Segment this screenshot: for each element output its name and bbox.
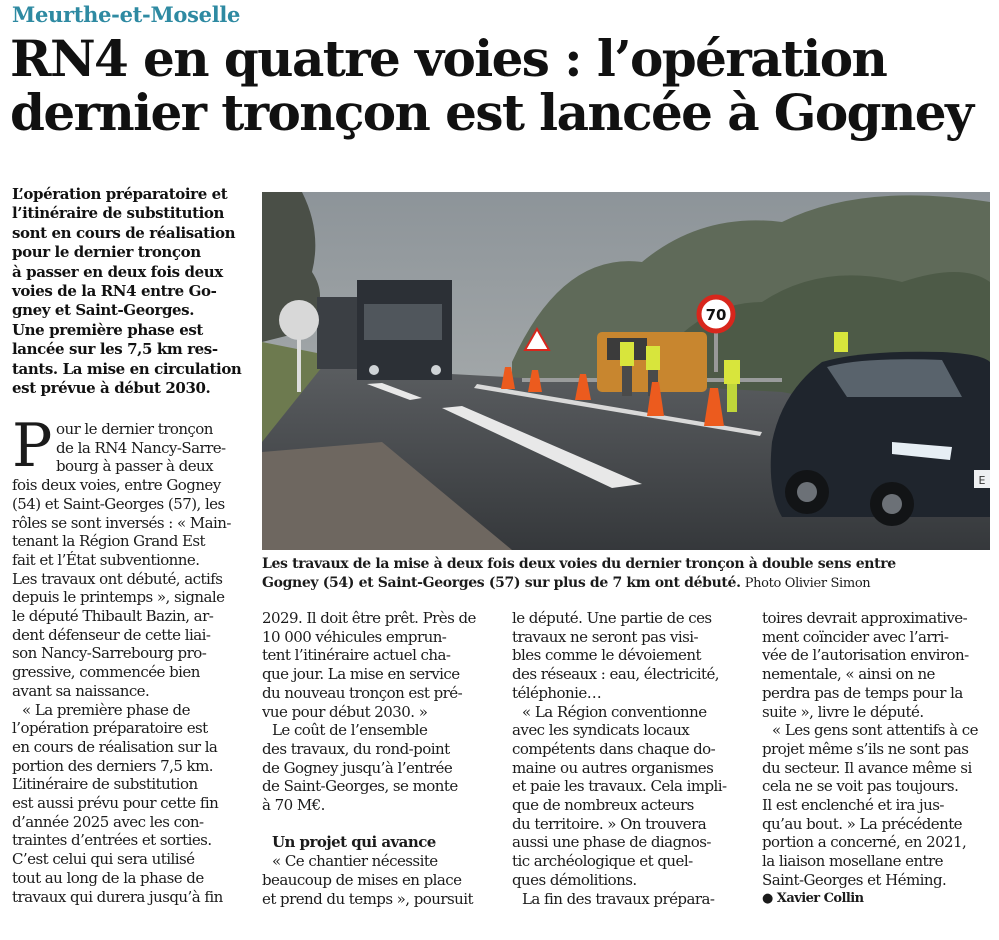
body-line: « La Région conventionne [522, 702, 707, 721]
article-column-4 [762, 609, 990, 908]
lead-line: lancée sur les 7,5 km res- [12, 340, 218, 359]
body-line: en cours de réalisation sur la [12, 737, 218, 756]
roadworks-photo-illustration [262, 192, 990, 550]
body-line: tout au long de la phase de [12, 868, 204, 887]
article-photo [262, 192, 990, 550]
body-line: C’est celui qui sera utilisé [12, 850, 195, 869]
body-line: est aussi prévu pour cette fin [12, 794, 219, 813]
body-line: rôles se sont inversés : « Main- [12, 513, 231, 532]
body-line: suite », livre le député. [762, 702, 924, 721]
body-line: ment coïncider avec l’arri- [762, 627, 949, 646]
section-rubric: Meurthe-et-Moselle [12, 2, 241, 27]
body-line: téléphonie… [512, 683, 602, 702]
body-line: depuis le printemps », signale [12, 588, 225, 607]
body-line: La fin des travaux prépara- [522, 889, 715, 908]
body-line: de Saint-Georges, se monte [262, 777, 458, 796]
headline-line-2: dernier tronçon est lancée à Gogney [10, 83, 973, 142]
body-line: du secteur. Il avance même si [762, 758, 972, 777]
lead-line: à passer en deux fois deux [12, 262, 223, 281]
lead-line: l’itinéraire de substitution [12, 204, 225, 223]
headline-line-1: RN4 en quatre voies : l’opération [10, 29, 887, 88]
lead-line: Une première phase est [12, 320, 203, 339]
body-line: portion a concerné, en 2021, [762, 833, 967, 852]
body-line: 2029. Il doit être prêt. Près de [262, 609, 476, 627]
body-line: avant sa naissance. [12, 681, 150, 700]
body-line: qu’au bout. » La précédente [762, 814, 962, 833]
body-line: 10 000 véhicules emprun- [262, 627, 447, 646]
license-plate-text: E [978, 474, 986, 487]
body-line: de Gogney jusqu’à l’entrée [262, 758, 453, 777]
lead-line: sont en cours de réalisation [12, 223, 236, 242]
drop-cap: P [12, 411, 53, 481]
body-line: Saint-Georges et Héming. [762, 870, 947, 889]
body-line: à 70 M€. [262, 796, 325, 815]
body-line: des travaux, du rond-point [262, 739, 450, 758]
body-line: perdra pas de temps pour la [762, 683, 963, 702]
body-line: Le coût de l’ensemble [272, 721, 428, 740]
body-line: bourg à passer à deux [56, 457, 214, 476]
body-line: travaux qui durera jusqu’à fin [12, 887, 223, 906]
body-line: le député. Une partie de ces [512, 609, 712, 627]
author-signature: ● Xavier Collin [762, 890, 864, 906]
article-column-1 [12, 411, 252, 906]
caption-line-2: Gogney (54) et Saint-Georges (57) sur plus de 7 km ont débuté. [262, 575, 741, 591]
body-line: tic archéologique et quel- [512, 852, 693, 871]
body-line: et paie les travaux. Cela impli- [512, 777, 727, 796]
article-lead [12, 185, 252, 398]
body-line: l’opération préparatoire est [12, 719, 208, 738]
lead-line: pour le dernier tronçon [12, 243, 201, 262]
body-line: des réseaux : eau, électricité, [512, 665, 720, 684]
article-column-3 [512, 609, 748, 908]
body-line: maine ou autres organismes [512, 758, 714, 777]
body-line: de la RN4 Nancy-Sarre- [56, 438, 226, 457]
body-line: tenant la Région Grand Est [12, 532, 206, 551]
lead-line: voies de la RN4 entre Go- [12, 282, 217, 301]
body-line: le député Thibault Bazin, ar- [12, 607, 214, 626]
caption-line-1: Les travaux de la mise à deux fois deux voies du dernier tronçon à double sens entre [262, 556, 896, 572]
body-line: son Nancy-Sarrebourg pro- [12, 644, 207, 663]
body-line: bles comme le dévoiement [512, 646, 701, 665]
body-line: Les travaux ont débuté, actifs [12, 569, 223, 588]
body-line: traintes d’entrées et sorties. [12, 831, 212, 850]
lead-line: tants. La mise en circulation [12, 359, 242, 378]
body-line: aussi une phase de diagnos- [512, 833, 711, 852]
lead-line: gney et Saint-Georges. [12, 301, 195, 320]
body-line: compétents dans chaque do- [512, 739, 716, 758]
article-column-2 [262, 609, 498, 908]
body-line: d’année 2025 avec les con- [12, 812, 204, 831]
body-line: fois deux voies, entre Gogney [12, 476, 221, 495]
lead-line: est prévue à début 2030. [12, 379, 211, 398]
body-line: portion des derniers 7,5 km. [12, 756, 213, 775]
body-line: que jour. La mise en service [262, 665, 460, 684]
body-line: et prend du temps », poursuit [262, 889, 473, 908]
body-line: gressive, commencée bien [12, 663, 200, 682]
body-line: du territoire. » On trouvera [512, 814, 707, 833]
article-headline [10, 29, 990, 142]
body-line: beaucoup de mises en place [262, 870, 462, 889]
body-line: « Ce chantier nécessite [272, 852, 438, 871]
body-line: « La première phase de [22, 700, 190, 719]
body-line: nementale, « ainsi on ne [762, 665, 935, 684]
lead-line: L’opération préparatoire et [12, 185, 228, 203]
photo-caption [262, 555, 990, 593]
body-line: du nouveau tronçon est pré- [262, 683, 463, 702]
body-line: our le dernier tronçon [56, 420, 213, 438]
author-name: Xavier Collin [776, 890, 864, 906]
body-line: cela ne se voit pas toujours. [762, 777, 959, 796]
body-line: que de nombreux acteurs [512, 796, 694, 815]
speed-limit-sign-text: 70 [705, 306, 727, 324]
body-line: L’itinéraire de substitution [12, 775, 198, 794]
photo-credit: Photo Olivier Simon [744, 576, 871, 591]
body-line: projet même s’ils ne sont pas [762, 739, 969, 758]
body-line: toires devrait approximative- [762, 609, 968, 627]
body-line: fait et l’État subventionne. [12, 550, 200, 569]
body-line: la liaison mosellane entre [762, 852, 943, 871]
body-line: tent l’itinéraire actuel cha- [262, 646, 451, 665]
subheading: Un projet qui avance [272, 833, 436, 852]
body-line: ques démolitions. [512, 870, 637, 889]
body-line: (54) et Saint-Georges (57), les [12, 494, 225, 513]
body-line: vue pour début 2030. » [262, 702, 428, 721]
body-line: vée de l’autorisation environ- [762, 646, 969, 665]
body-line: dent défenseur de cette liai- [12, 625, 211, 644]
body-line: « Les gens sont attentifs à ce [772, 721, 978, 740]
body-line: travaux ne seront pas visi- [512, 627, 698, 646]
body-line: avec les syndicats locaux [512, 721, 690, 740]
body-line: Il est enclenché et ira jus- [762, 796, 944, 815]
